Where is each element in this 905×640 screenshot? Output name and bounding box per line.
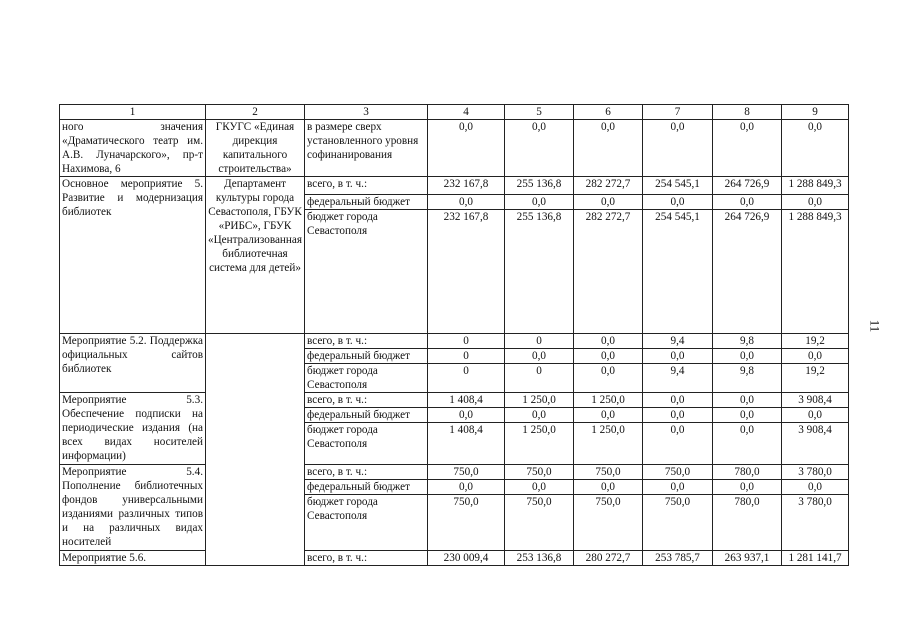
value-cell: 0,0 <box>713 393 782 408</box>
value-cell: 254 545,1 <box>643 210 713 334</box>
value-cell: 0,0 <box>782 195 849 210</box>
value-cell: 0,0 <box>782 480 849 495</box>
value-cell: 9,8 <box>713 364 782 393</box>
value-cell: 19,2 <box>782 364 849 393</box>
funding-source-cell: всего, в т. ч.: <box>305 465 428 480</box>
event-name-cell: Мероприятие 5.3. Обеспечение подписки на периодические издания (на всех видах носителей информации) <box>60 393 206 465</box>
value-cell: 0,0 <box>782 120 849 177</box>
value-cell: 0,0 <box>643 408 713 423</box>
value-cell: 1 281 141,7 <box>782 551 849 566</box>
value-cell: 0,0 <box>505 480 574 495</box>
value-cell: 0,0 <box>505 195 574 210</box>
value-cell: 0,0 <box>574 349 643 364</box>
value-cell: 0,0 <box>713 120 782 177</box>
event-name-cell: ного значения «Драматического театр им. А.В. Луначарского», пр-т Нахимова, 6 <box>60 120 206 177</box>
value-cell: 0,0 <box>782 349 849 364</box>
value-cell: 19,2 <box>782 334 849 349</box>
value-cell: 0,0 <box>505 408 574 423</box>
value-cell: 0 <box>505 364 574 393</box>
header-col-3: 3 <box>305 105 428 120</box>
executor-cell <box>206 465 305 480</box>
funding-source-cell: федеральный бюджет <box>305 349 428 364</box>
value-cell: 280 272,7 <box>574 551 643 566</box>
event-name-cell: Мероприятие 5.4. Пополнение библиотечных фондов универсальными изданиями различных типов и на различных видах носителей <box>60 465 206 551</box>
value-cell: 1 408,4 <box>428 393 505 408</box>
header-col-2: 2 <box>206 105 305 120</box>
budget-table <box>59 104 849 566</box>
value-cell: 1 250,0 <box>574 423 643 465</box>
page-number: 11 <box>867 319 883 333</box>
value-cell: 780,0 <box>713 495 782 551</box>
value-cell: 750,0 <box>428 465 505 480</box>
executor-cell <box>206 480 305 495</box>
event-name-cell: Основное мероприятие 5. Развитие и модернизация библиотек <box>60 177 206 334</box>
value-cell: 0 <box>505 334 574 349</box>
table-row <box>60 177 849 195</box>
value-cell: 0,0 <box>643 349 713 364</box>
value-cell: 0,0 <box>574 334 643 349</box>
header-col-7: 7 <box>643 105 713 120</box>
header-col-5: 5 <box>505 105 574 120</box>
value-cell: 750,0 <box>643 465 713 480</box>
value-cell: 0,0 <box>505 349 574 364</box>
event-name-cell: Мероприятие 5.6. <box>60 551 206 566</box>
funding-source-cell: всего, в т. ч.: <box>305 177 428 195</box>
funding-source-cell: бюджет города Севастополя <box>305 210 428 334</box>
value-cell: 0,0 <box>713 480 782 495</box>
value-cell: 9,4 <box>643 334 713 349</box>
value-cell: 0,0 <box>713 423 782 465</box>
value-cell: 0,0 <box>713 349 782 364</box>
header-col-4: 4 <box>428 105 505 120</box>
funding-source-cell: всего, в т. ч.: <box>305 551 428 566</box>
value-cell: 230 009,4 <box>428 551 505 566</box>
value-cell: 1 408,4 <box>428 423 505 465</box>
value-cell: 0,0 <box>505 120 574 177</box>
funding-source-cell: в размере сверх установленного уровня софинанирования <box>305 120 428 177</box>
value-cell: 0,0 <box>574 480 643 495</box>
value-cell: 232 167,8 <box>428 177 505 195</box>
event-name-cell: Мероприятие 5.2. Поддержка официальных сайтов библиотек <box>60 334 206 393</box>
value-cell: 750,0 <box>428 495 505 551</box>
value-cell: 750,0 <box>505 465 574 480</box>
header-col-1: 1 <box>60 105 206 120</box>
value-cell: 750,0 <box>643 495 713 551</box>
value-cell: 750,0 <box>574 465 643 480</box>
value-cell: 750,0 <box>505 495 574 551</box>
funding-source-cell: федеральный бюджет <box>305 480 428 495</box>
value-cell: 253 136,8 <box>505 551 574 566</box>
funding-source-cell: всего, в т. ч.: <box>305 334 428 349</box>
value-cell: 254 545,1 <box>643 177 713 195</box>
header-row <box>60 105 849 120</box>
value-cell: 0,0 <box>643 195 713 210</box>
value-cell: 0,0 <box>713 195 782 210</box>
value-cell: 282 272,7 <box>574 177 643 195</box>
value-cell: 0,0 <box>574 195 643 210</box>
value-cell: 264 726,9 <box>713 210 782 334</box>
value-cell: 0 <box>428 334 505 349</box>
header-col-6: 6 <box>574 105 643 120</box>
value-cell: 3 780,0 <box>782 495 849 551</box>
funding-source-cell: бюджет города Севастополя <box>305 495 428 551</box>
executor-cell <box>206 551 305 566</box>
table-row <box>60 393 849 408</box>
executor-cell <box>206 349 305 364</box>
executor-cell <box>206 423 305 465</box>
value-cell: 780,0 <box>713 465 782 480</box>
funding-source-cell: бюджет города Севастополя <box>305 423 428 465</box>
value-cell: 1 250,0 <box>574 393 643 408</box>
value-cell: 232 167,8 <box>428 210 505 334</box>
value-cell: 0,0 <box>428 195 505 210</box>
value-cell: 255 136,8 <box>505 210 574 334</box>
value-cell: 0,0 <box>428 408 505 423</box>
value-cell: 0 <box>428 364 505 393</box>
value-cell: 255 136,8 <box>505 177 574 195</box>
table-row <box>60 465 849 480</box>
table-row <box>60 334 849 349</box>
value-cell: 0,0 <box>643 423 713 465</box>
value-cell: 0,0 <box>428 480 505 495</box>
funding-source-cell: всего, в т. ч.: <box>305 393 428 408</box>
value-cell: 0,0 <box>713 408 782 423</box>
value-cell: 1 288 849,3 <box>782 210 849 334</box>
value-cell: 0,0 <box>574 120 643 177</box>
value-cell: 253 785,7 <box>643 551 713 566</box>
value-cell: 0,0 <box>643 393 713 408</box>
executor-cell <box>206 334 305 349</box>
value-cell: 0,0 <box>428 120 505 177</box>
funding-source-cell: федеральный бюджет <box>305 195 428 210</box>
executor-cell <box>206 393 305 408</box>
table-row-continuation <box>60 120 849 177</box>
value-cell: 3 908,4 <box>782 393 849 408</box>
header-col-8: 8 <box>713 105 782 120</box>
value-cell: 264 726,9 <box>713 177 782 195</box>
executor-cell: ГКУГС «Единая дирекция капитального строительства» <box>206 120 305 177</box>
value-cell: 0 <box>428 349 505 364</box>
table-row <box>60 551 849 566</box>
value-cell: 0,0 <box>643 480 713 495</box>
value-cell: 263 937,1 <box>713 551 782 566</box>
header-col-9: 9 <box>782 105 849 120</box>
executor-cell <box>206 408 305 423</box>
value-cell: 750,0 <box>574 495 643 551</box>
executor-cell: Департамент культуры города Севастополя, ГБУК «РИБС», ГБУК «Централизованная библиотечная система для детей» <box>206 177 305 334</box>
value-cell: 282 272,7 <box>574 210 643 334</box>
value-cell: 0,0 <box>782 408 849 423</box>
value-cell: 9,4 <box>643 364 713 393</box>
value-cell: 3 780,0 <box>782 465 849 480</box>
value-cell: 1 288 849,3 <box>782 177 849 195</box>
value-cell: 0,0 <box>574 408 643 423</box>
funding-source-cell: бюджет города Севастополя <box>305 364 428 393</box>
executor-cell <box>206 495 305 551</box>
value-cell: 9,8 <box>713 334 782 349</box>
value-cell: 0,0 <box>643 120 713 177</box>
funding-source-cell: федеральный бюджет <box>305 408 428 423</box>
value-cell: 3 908,4 <box>782 423 849 465</box>
value-cell: 1 250,0 <box>505 423 574 465</box>
value-cell: 0,0 <box>574 364 643 393</box>
executor-cell <box>206 364 305 393</box>
value-cell: 1 250,0 <box>505 393 574 408</box>
